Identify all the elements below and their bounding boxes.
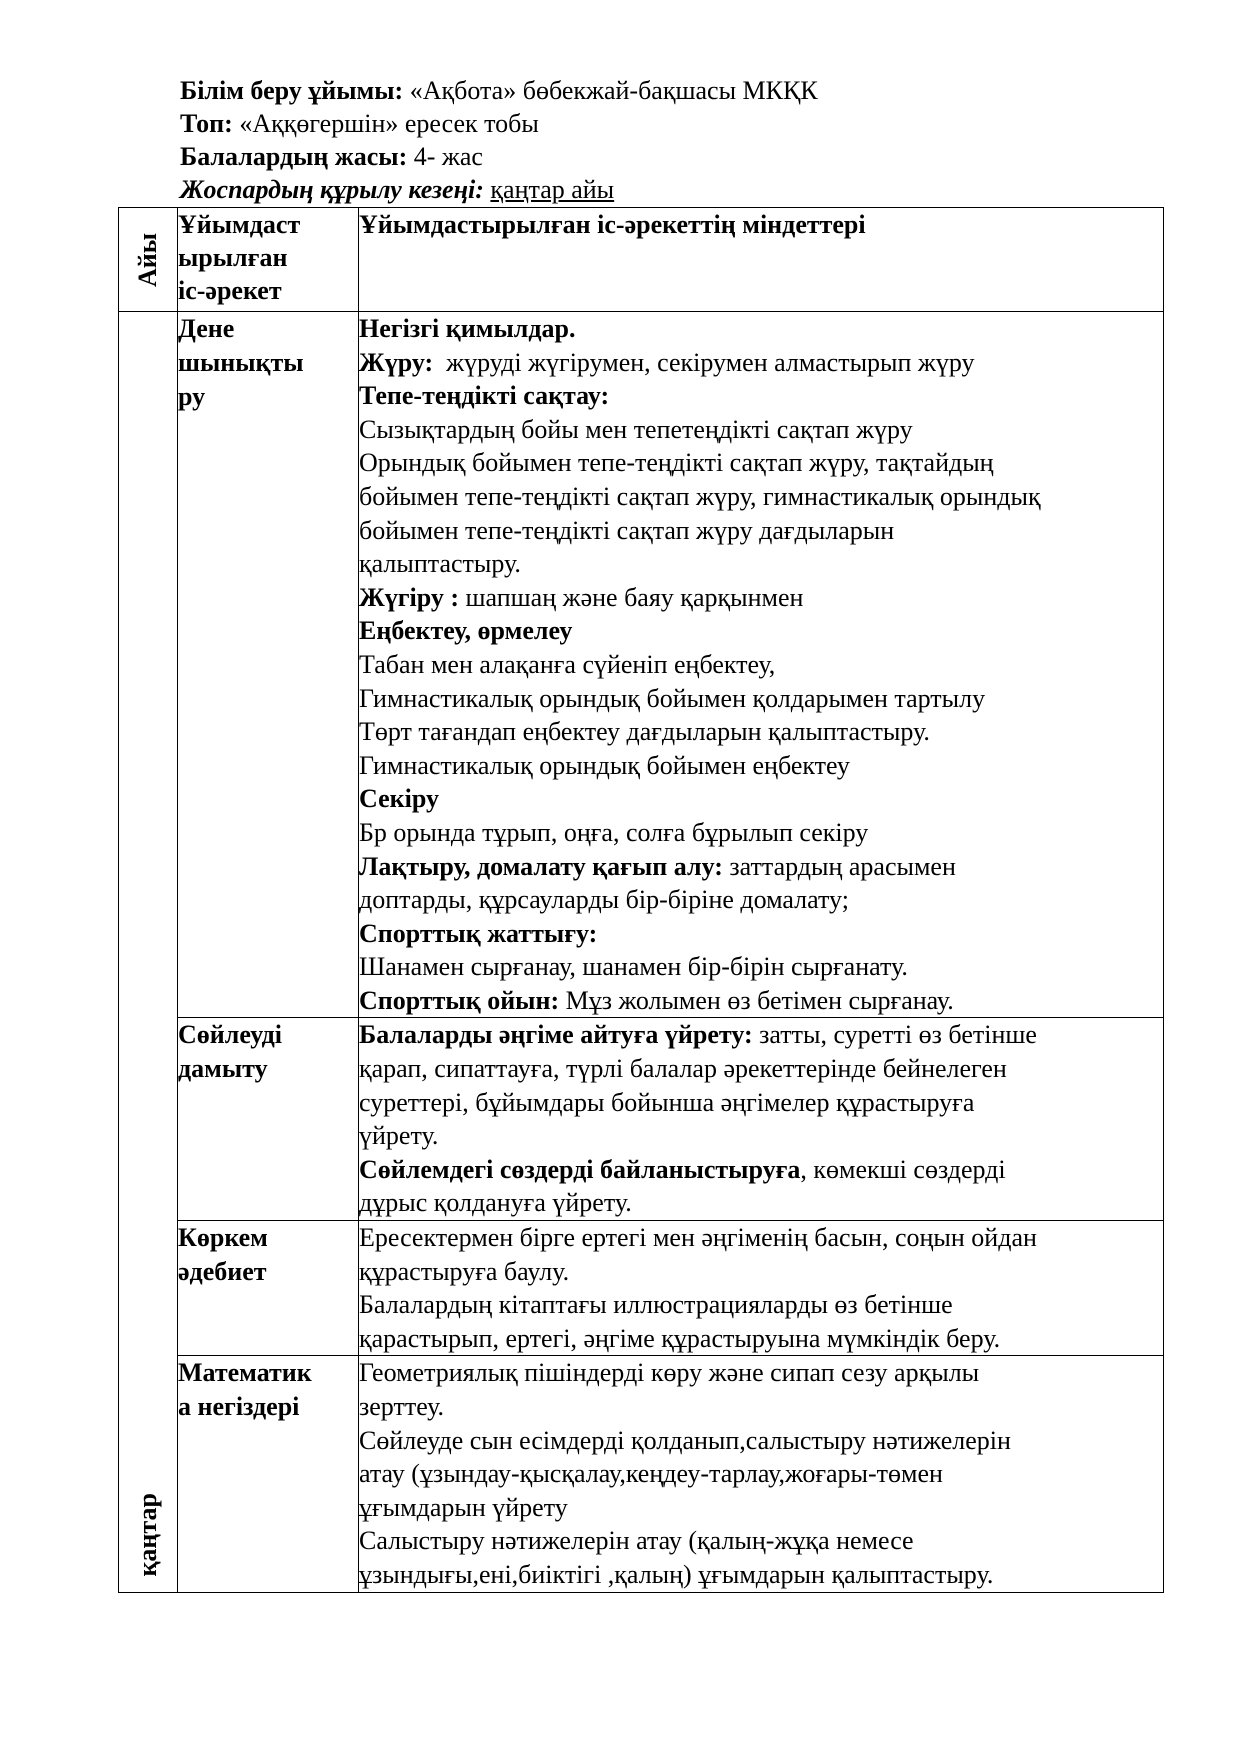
- task-line: [359, 749, 1163, 783]
- org-line: [180, 74, 818, 107]
- task-line-text: ұзындығы,ені,биіктігі ,қалың) ұғымдарын қалыптастыру.: [359, 1559, 994, 1589]
- task-line: [359, 547, 1163, 581]
- activity-header-line: іс-әрекет: [178, 276, 282, 305]
- tasks-cell: [359, 312, 1164, 1018]
- task-line: [359, 1052, 1163, 1086]
- task-line-bold: Жүгіру :: [359, 582, 460, 612]
- activity-header-line: ырылған: [178, 243, 288, 272]
- task-line-text: бойымен тепе-теңдікті сақтап жүру дағдыларын: [359, 515, 895, 545]
- task-line-bold: Секіру: [359, 784, 439, 814]
- task-line: [359, 346, 1163, 380]
- task-line-bold: Негізгі қимылдар.: [359, 314, 576, 343]
- tasks-column-header: Ұйымдастырылған іс-әрекеттің міндеттері: [359, 208, 1164, 312]
- task-line: [359, 1390, 1163, 1424]
- task-line-text: доптарды, құрсауларды бір-біріне домалату;: [359, 885, 849, 915]
- month-name: қаңтар: [133, 1493, 163, 1577]
- task-line-text: дұрыс қолдануға үйрету.: [359, 1188, 632, 1218]
- task-line-text: ұғымдарын үйрету: [359, 1492, 568, 1522]
- table-row: [119, 312, 1164, 1018]
- task-line: [359, 514, 1163, 548]
- task-line: [359, 1255, 1163, 1289]
- task-line-text: шапшаң және баяу қарқынмен: [459, 582, 804, 612]
- period-label: Жоспардың құрылу кезеңі:: [180, 175, 484, 204]
- month-column-header: [119, 208, 178, 312]
- task-line-bold: Жүру:: [359, 347, 434, 377]
- task-line-text: құрастыруға баулу.: [359, 1256, 570, 1286]
- task-line-text: Табан мен алақанға сүйеніп еңбектеу,: [359, 649, 776, 679]
- subject-name-line: ру: [178, 382, 206, 411]
- task-line: [359, 883, 1163, 917]
- subject-name-line: әдебиет: [178, 1257, 267, 1287]
- task-line-text: Орындық бойымен тепе-теңдікті сақтап жүру, тақтайдың: [359, 448, 994, 478]
- task-line: [359, 1288, 1163, 1322]
- month-cell: [119, 312, 178, 1593]
- task-line: [359, 614, 1163, 648]
- task-line-bold: Спорттық жаттығу:: [359, 918, 598, 948]
- task-line: [359, 446, 1163, 480]
- age-label: Балалардың жасы:: [180, 142, 408, 171]
- task-line: [359, 1119, 1163, 1153]
- period-line: [180, 173, 818, 206]
- subject-name-line: шынықты: [178, 348, 304, 377]
- task-line-text: Төрт тағандап еңбектеу дағдыларын қалыптастыру.: [359, 717, 930, 747]
- task-line-bold: Балаларды әңгіме айтуға үйрету:: [359, 1020, 753, 1050]
- task-line: [359, 648, 1163, 682]
- task-line-text: Гимнастикалық орындық бойымен қолдарымен тартылу: [359, 683, 986, 713]
- task-line-text: Салыстыру нәтижелерін атау (қалың-жұқа немесе: [359, 1526, 914, 1556]
- month-column-header-text: Айы: [133, 232, 163, 287]
- document-header: [180, 74, 818, 206]
- org-value: «Ақбота» бөбекжай-бақшасы МКҚК: [403, 76, 818, 105]
- task-line: [359, 1186, 1163, 1220]
- task-line-text: Сөйлеуде сын есімдерді қолданып,салыстыру нәтижелерін: [359, 1425, 1011, 1455]
- task-line-text: затты, суретті өз бетінше: [752, 1020, 1037, 1050]
- task-line: [359, 850, 1163, 884]
- task-line: [359, 1356, 1163, 1390]
- task-line: [359, 379, 1163, 413]
- period-value: қаңтар айы: [490, 175, 615, 204]
- task-line: [359, 782, 1163, 816]
- table-row: [119, 1356, 1164, 1592]
- task-line: [359, 1524, 1163, 1558]
- task-line-text: қарастырып, ертегі, әңгіме құрастыруына мүмкіндік беру.: [359, 1323, 1001, 1353]
- task-line-text: Бр орында тұрып, оңға, солға бұрылып секіру: [359, 817, 869, 847]
- age-value: 4- жас: [407, 142, 483, 171]
- task-line: [359, 816, 1163, 850]
- task-line-text: Мұз жолымен өз бетімен сырғанау.: [559, 985, 954, 1015]
- task-line-text: Шанамен сырғанау, шанамен бір-бірін сырғанату.: [359, 952, 908, 982]
- task-line-text: суреттері, бұйымдары бойынша әңгімелер құрастыруға: [359, 1087, 975, 1117]
- subject-name-line: а негіздері: [178, 1392, 300, 1422]
- group-label: Топ:: [180, 109, 233, 138]
- activity-column-header: [178, 208, 359, 312]
- org-label: Білім беру ұйымы:: [180, 76, 404, 105]
- tasks-cell: [359, 1356, 1164, 1592]
- task-line: [359, 682, 1163, 716]
- task-line-text: қарап, сипаттауға, түрлі балалар әрекеттерінде бейнелеген: [359, 1054, 1007, 1084]
- table-row: [119, 1018, 1164, 1221]
- task-line-bold: Тепе-теңдікті сақтау:: [359, 381, 610, 411]
- task-line: [359, 581, 1163, 615]
- task-line-text: бойымен тепе-теңдікті сақтап жүру, гимнастикалық орындық: [359, 481, 1041, 511]
- task-line: [359, 413, 1163, 447]
- task-line-text: жүруді жүгірумен, секірумен алмастырып жүру: [433, 347, 975, 377]
- task-line: [359, 1153, 1163, 1187]
- task-line: [359, 312, 1163, 346]
- subject-name-line: Математик: [178, 1358, 312, 1388]
- task-line-bold: Спорттық ойын:: [359, 985, 560, 1015]
- task-line: [359, 1086, 1163, 1120]
- subject-cell: [178, 1356, 359, 1592]
- tasks-cell: [359, 1221, 1164, 1356]
- activity-header-line: Ұйымдаст: [178, 210, 301, 239]
- task-line: [359, 1221, 1163, 1255]
- table-row: [119, 1221, 1164, 1356]
- task-line: [359, 1491, 1163, 1525]
- task-line-text: Балалардың кітаптағы иллюстрацияларды өз бетінше: [359, 1290, 953, 1320]
- task-line-text: атау (ұзындау-қысқалау,кеңдеу-тарлау,жоғары-төмен: [359, 1459, 943, 1489]
- task-line: [359, 1558, 1163, 1592]
- task-line: [359, 715, 1163, 749]
- task-line-text: заттардың арасымен: [722, 851, 956, 881]
- task-line-text: Геометриялық пішіндерді көру және сипап сезу арқылы: [359, 1358, 980, 1388]
- task-line-text: үйрету.: [359, 1121, 439, 1151]
- task-line: [359, 1457, 1163, 1491]
- task-line-text: , көмекші сөздерді: [800, 1154, 1006, 1184]
- task-line: [359, 480, 1163, 514]
- task-line-text: Гимнастикалық орындық бойымен еңбектеу: [359, 750, 850, 780]
- task-line: [359, 917, 1163, 951]
- age-line: [180, 140, 818, 173]
- task-line: [359, 1322, 1163, 1356]
- task-line-bold: Лақтыру, домалату қағып алу:: [359, 851, 723, 881]
- subject-name-line: Сөйлеуді: [178, 1020, 282, 1050]
- task-line: [359, 950, 1163, 984]
- task-line-text: Ересектермен бірге ертегі мен әңгіменің басын, соңын ойдан: [359, 1223, 1037, 1253]
- task-line-bold: Еңбектеу, өрмелеу: [359, 616, 573, 646]
- task-line-bold: Сөйлемдегі сөздерді байланыстыруға: [359, 1154, 801, 1184]
- subject-name-line: Дене: [178, 314, 235, 343]
- task-line-text: зерттеу.: [359, 1392, 444, 1421]
- task-line-text: қалыптастыру.: [359, 549, 521, 579]
- tasks-cell: [359, 1018, 1164, 1221]
- group-line: [180, 107, 818, 140]
- subject-name-line: дамыту: [178, 1054, 268, 1084]
- subject-cell: [178, 1018, 359, 1221]
- task-line: [359, 1424, 1163, 1458]
- subject-name-line: Көркем: [178, 1223, 268, 1253]
- task-line-text: Сызықтардың бойы мен тепетеңдікті сақтап жүру: [359, 414, 913, 444]
- table-header-row: [119, 208, 1164, 312]
- subject-cell: [178, 312, 359, 1018]
- group-value: «Аққөгершін» ересек тобы: [232, 109, 539, 138]
- task-line: [359, 1018, 1163, 1052]
- plan-table: [118, 207, 1164, 1593]
- subject-cell: [178, 1221, 359, 1356]
- task-line: [359, 984, 1163, 1018]
